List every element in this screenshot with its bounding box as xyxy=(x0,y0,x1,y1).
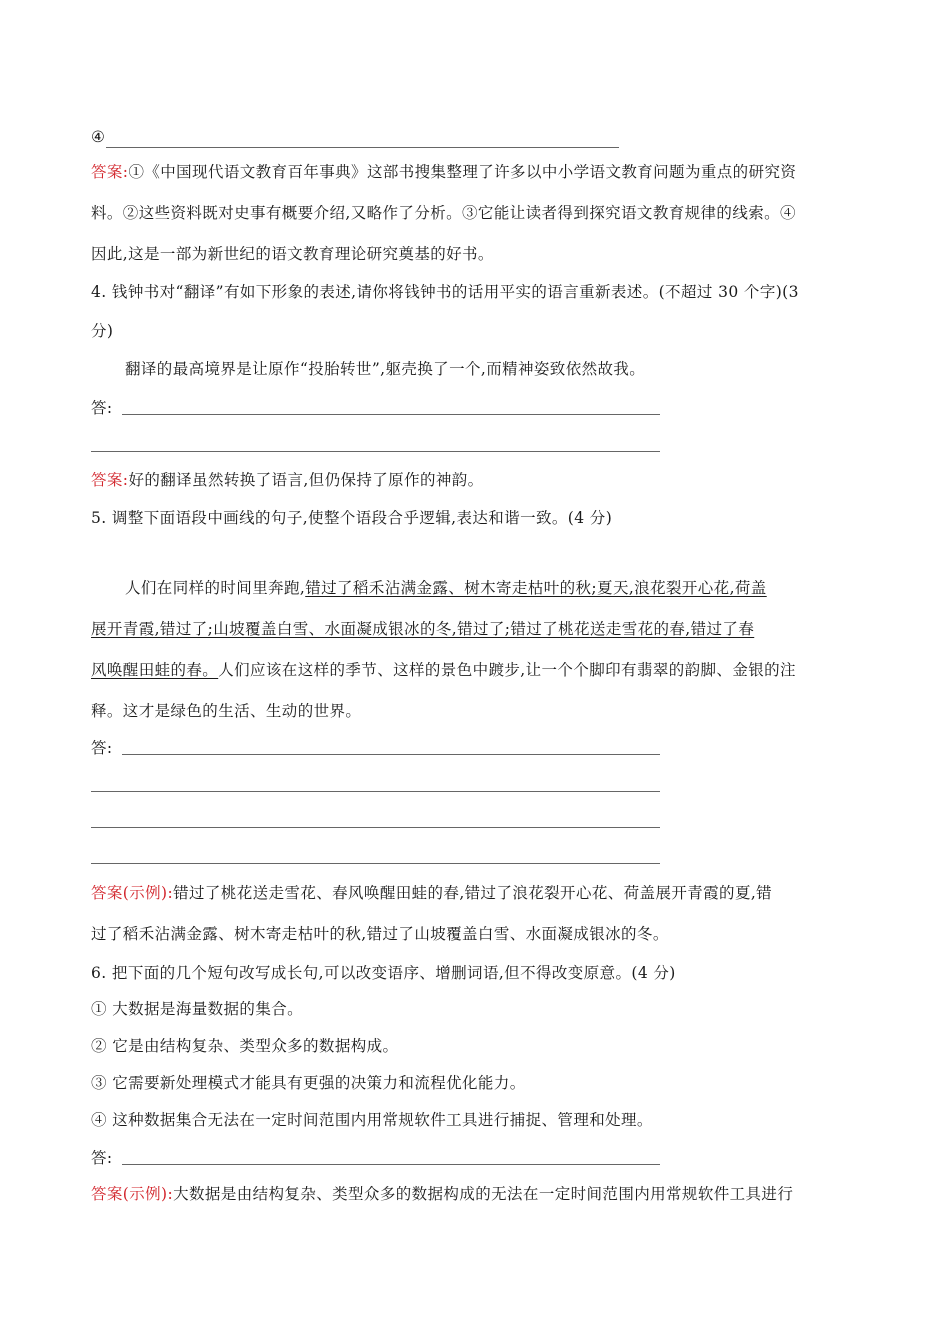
question-4-quote: 翻译的最高境界是让原作“投胎转世”,躯壳换了一个,而精神姿致依然故我。 xyxy=(125,360,646,378)
answer-label: 答案: xyxy=(91,471,129,489)
answer-blank-line xyxy=(91,863,660,864)
answer-3-line-1: 答案:①《中国现代语文教育百年事典》这部书搜集整理了许多以中小学语文教育问题为重点的研究资 xyxy=(91,163,797,181)
passage-line-4: 释。这才是绿色的生活、生动的世界。 xyxy=(91,702,362,720)
answer-label: 答案: xyxy=(91,163,129,181)
item4-marker: ④ xyxy=(91,128,106,146)
answer-blank-line xyxy=(122,1164,660,1165)
answer-3-line-2: 料。②这些资料既对史事有概要介绍,又略作了分析。③它能让读者得到探究语文教育规律的线索。④ xyxy=(91,204,796,222)
underlined-sentence: 错过了稻禾沾满金露、树木寄走枯叶的秋;夏天,浪花裂开心花,荷盖 xyxy=(305,579,767,597)
answer-5-line-1: 答案(示例):错过了桃花送走雪花、春风唤醒田蛙的春,错过了浪花裂开心花、荷盖展开青霞的夏,错 xyxy=(91,884,773,902)
answer-blank-line xyxy=(91,827,660,828)
question-5: 5. 调整下面语段中画线的句子,使整个语段合乎逻辑,表达和谐一致。(4 分) xyxy=(91,509,613,527)
answer-prefix-q4: 答: xyxy=(91,399,113,417)
sentence-1: ① 大数据是海量数据的集合。 xyxy=(91,1000,304,1018)
passage-line-2 xyxy=(91,618,754,640)
answer-prefix-q6: 答: xyxy=(91,1149,113,1167)
sentence-3: ③ 它需要新处理模式才能具有更强的决策力和流程优化能力。 xyxy=(91,1074,526,1092)
answer-blank-line xyxy=(91,791,660,792)
answer-blank-line xyxy=(91,451,660,452)
underlined-sentence: 展开青霞,错过了;山坡覆盖白雪、水面凝成银冰的冬,错过了;错过了桃花送走雪花的春,错过了春 xyxy=(91,620,755,638)
question-6: 6. 把下面的几个短句改写成长句,可以改变语序、增删词语,但不得改变原意。(4 分) xyxy=(91,964,676,982)
answer-4: 答案:好的翻译虽然转换了语言,但仍保持了原作的神韵。 xyxy=(91,471,484,489)
sentence-2: ② 它是由结构复杂、类型众多的数据构成。 xyxy=(91,1037,399,1055)
sentence-4: ④ 这种数据集合无法在一定时间范围内用常规软件工具进行捕捉、管理和处理。 xyxy=(91,1111,653,1129)
answer-5-line-2: 过了稻禾沾满金露、树木寄走枯叶的秋,错过了山坡覆盖白雪、水面凝成银冰的冬。 xyxy=(91,925,669,943)
answer-blank-line xyxy=(122,754,660,755)
passage-line-1: 人们在同样的时间里奔跑,错过了稻禾沾满金露、树木寄走枯叶的秋;夏天,浪花裂开心花,荷盖 xyxy=(125,579,767,597)
passage-line-3: 风唤醒田蛙的春。人们应该在这样的季节、这样的景色中踱步,让一个个脚印有翡翠的韵脚、金银的注 xyxy=(91,661,796,679)
answer-6-line-1: 答案(示例):大数据是由结构复杂、类型众多的数据构成的无法在一定时间范围内用常规软件工具进行 xyxy=(91,1185,794,1203)
answer-label: 答案(示例): xyxy=(91,884,174,902)
answer-label: 答案(示例): xyxy=(91,1185,174,1203)
answer-prefix-q5: 答: xyxy=(91,739,113,757)
answer-3-line-3: 因此,这是一部为新世纪的语文教育理论研究奠基的好书。 xyxy=(91,245,494,263)
question-4-line-1: 4. 钱钟书对“翻译”有如下形象的表述,请你将钱钟书的话用平实的语言重新表述。(不超过 30 个字)(3 xyxy=(91,283,799,301)
question-4-line-2: 分) xyxy=(91,322,114,340)
answer-blank-line xyxy=(106,147,619,148)
answer-blank-line xyxy=(122,414,660,415)
underlined-sentence: 风唤醒田蛙的春。 xyxy=(91,661,219,679)
